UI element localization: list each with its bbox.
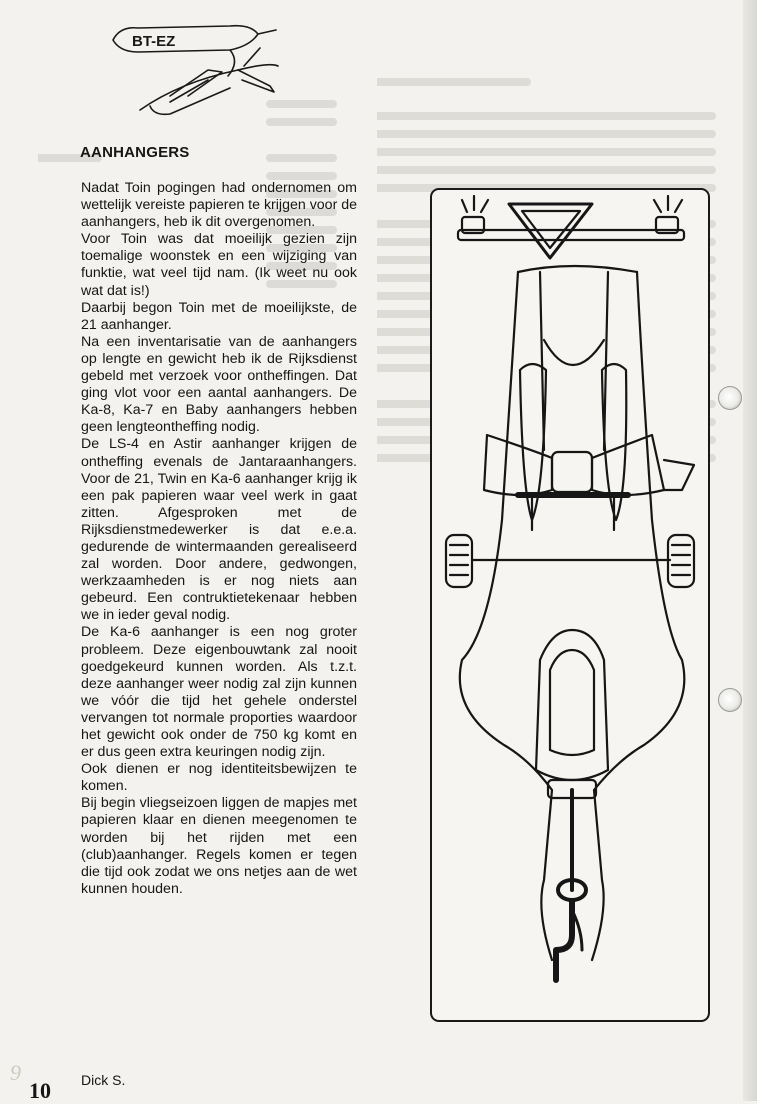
article-paragraph: Voor Toin was dat moeilijk gezien zijn toemalige woonstek en een wijziging van funktie, wat veel tijd nam. (Ik weet nu ook wat dat is!) (81, 231, 357, 299)
article-paragraph: Ook dienen er nog identiteitsbewijzen te komen. (81, 761, 357, 795)
logo-banner-text: BT-EZ (132, 33, 176, 50)
article-paragraph: De Ka-6 aanhanger is een nog groter probleem. Deze eigenbouwtank zal nooit goedgekeurd kunnen worden. Als t.z.t. deze aanhanger weer nodig zal zijn kunnen we vóór die tijd het gehele onderstel vervangen tot normale proporties waardoor het gewicht ook onder de 750 kg komt en er dus geen extra keuringen nodig zijn. (81, 624, 357, 761)
article-paragraph: Na een inventarisatie van de aanhangers op lengte en gewicht heb ik de Rijksdienst gebeld met verzoek voor ontheffingen. Dat ging vlot voor een aantal aanhangers. De Ka-8, Ka-7 en Baby aanhangers hebben geen lengteontheffing nodig. (81, 333, 357, 436)
article-paragraph: Daarbij begon Toin met de moeilijkste, de 21 aanhanger. (81, 299, 357, 333)
punch-hole (718, 688, 742, 712)
page-number-ghost: 9 (10, 1060, 21, 1085)
article-paragraph: Bij begin vliegseizoen liggen de mapjes met papieren klaar en dienen meegenomen te worden bij het rijden met een (club)aanhanger. Regels komen er tegen die tijd ook zodat we ons netjes aan de wet kunnen houden. (81, 795, 357, 897)
article-paragraph: De LS-4 en Astir aanhanger krijgen de ontheffing evenals de Jantaraanhangers. Voor de 21, Twin en Ka-6 aanhanger krijg ik een pak papieren waar veel werk in gaat zitten. Afgesproken met de Rijksdienstmedewerker is dat e.e.a. gedurende de wintermaanden gerealiseerd zal worden. Door andere, gedwongen, werkzaamheden is er nog niets aan gebeurd. Een contruktietekenaar hebben we in ieder geval nodig. (81, 436, 357, 624)
article-body (81, 180, 357, 898)
trailer-illustration (430, 188, 710, 1022)
punch-hole (718, 386, 742, 410)
page-number: 10 (29, 1078, 51, 1103)
article-paragraph: Nadat Toin pogingen had ondernomen om wettelijk vereiste papieren te krijgen voor de aanhangers, heb ik dit overgenomen. (81, 180, 358, 231)
author-signature: Dick S. (81, 1072, 126, 1088)
page-edge (743, 0, 757, 1101)
glider-logo (110, 18, 280, 128)
article-title: AANHANGERS (80, 144, 190, 161)
